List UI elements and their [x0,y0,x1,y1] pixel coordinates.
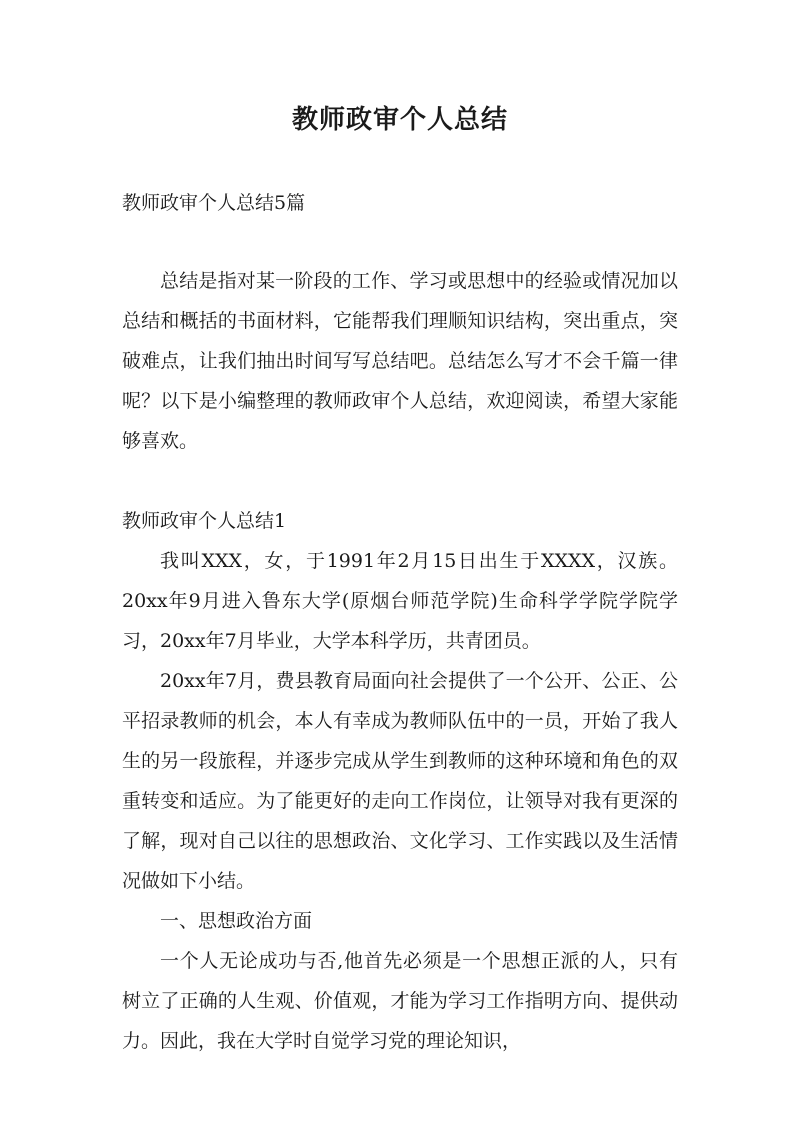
document-subtitle: 教师政审个人总结5篇 [122,192,306,214]
intro-paragraph: 总结是指对某一阶段的工作、学习或思想中的经验或情况加以总结和概括的书面材料，它能帮我们理顺知识结构，突出重点，突破难点，让我们抽出时间写写总结吧。总结怎么写才不会千篇一律呢？以下是小编整理的教师政审个人总结，欢迎阅读，希望大家能够喜欢。 [122,270,678,452]
document-title: 教师政审个人总结 [291,105,508,135]
document-body [122,183,678,1061]
paragraph-personal-info: 我叫XXX，女，于1991年2月15日出生于XXXX，汉族。20xx年9月进入鲁东大学(原烟台师范学院)生命科学学院学院学习，20xx年7月毕业，大学本科学历，共青团员。 [122,550,678,652]
paragraph-political-thought: 一个人无论成功与否,他首先必须是一个思想正派的人，只有树立了正确的人生观、价值观，才能为学习工作指明方向、提供动力。因此，我在大学时自觉学习党的理论知识， [122,950,678,1052]
paragraph-recruitment: 20xx年7月，费县教育局面向社会提供了一个公开、公正、公平招录教师的机会，本人有幸成为教师队伍中的一员，开始了我人生的另一段旅程，并逐步完成从学生到教师的这种环境和角色的双重转变和适应。为了能更好的走向工作岗位，让领导对我有更深的了解，现对自己以往的思想政治、文化学习、工作实践以及生活情况做如下小结。 [122,670,678,892]
section-heading: 教师政审个人总结1 [122,510,287,532]
subheading-political-thought: 一、思想政治方面 [160,910,313,932]
